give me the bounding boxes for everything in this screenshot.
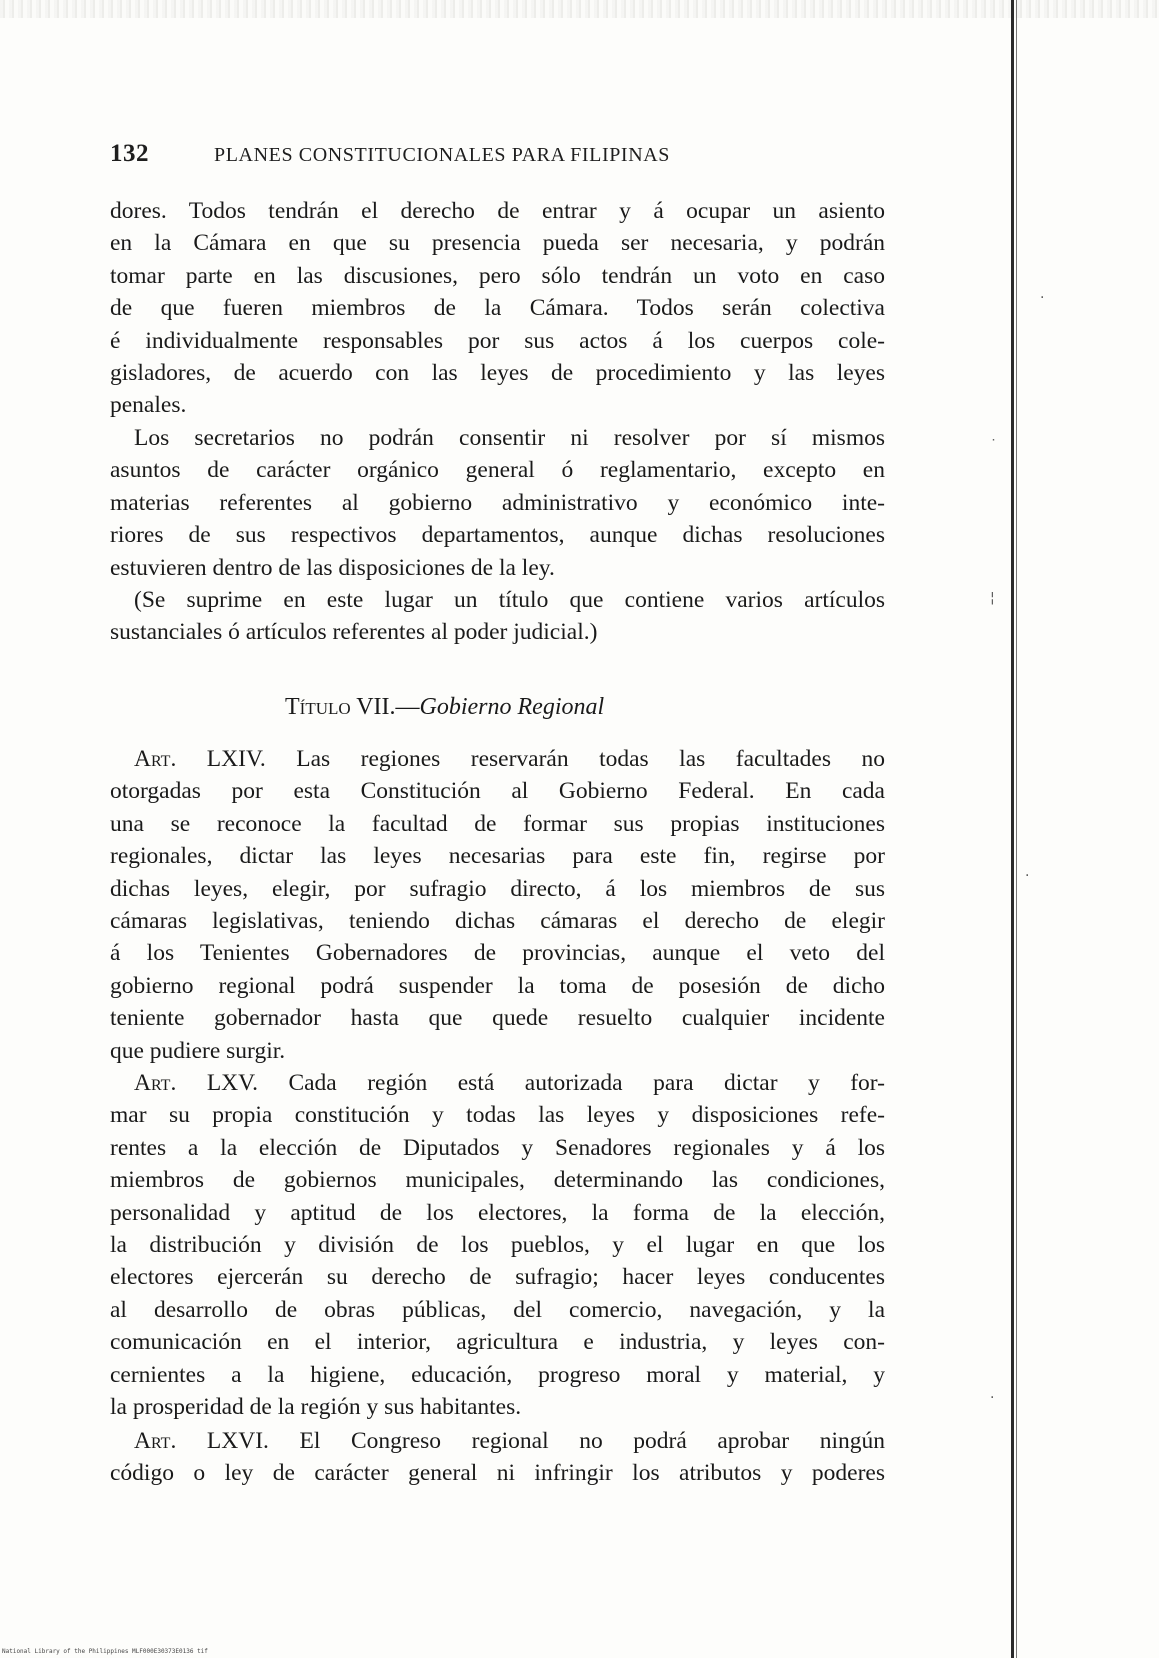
article-label: Art. LXIV. xyxy=(134,746,266,772)
text-line: riores de sus respectivos departamentos, aunque dichas resoluciones xyxy=(110,522,885,549)
margin-mark: ¦ xyxy=(990,590,995,606)
text-line: penales. xyxy=(110,392,187,419)
paragraph-secretarios xyxy=(110,422,885,584)
text-line: otorgadas por esta Constitución al Gobierno Federal. En cada xyxy=(110,778,885,805)
text-line: tomar parte en las discusiones, pero sólo tendrán un voto en caso xyxy=(110,262,885,289)
margin-mark: · xyxy=(990,1390,995,1406)
paragraph-continuation xyxy=(110,195,885,422)
text-line: de que fueren miembros de la Cámara. Todos serán colectiva xyxy=(110,295,885,322)
article-lxvi xyxy=(110,1425,885,1490)
article-lxv xyxy=(110,1067,885,1423)
paragraph-editorial-note xyxy=(110,584,885,649)
text-line: á los Tenientes Gobernadores de provincias, aunque el veto del xyxy=(110,940,885,967)
article-first-line xyxy=(110,743,885,775)
text-line: sustanciales ó artículos referentes al poder judicial.) xyxy=(110,619,598,646)
section-title-subtitle: Gobierno Regional xyxy=(419,694,605,720)
text-line: é individualmente responsables por sus actos á los cuerpos cole- xyxy=(110,327,885,354)
scan-top-edge xyxy=(0,0,1159,18)
text-line: asuntos de carácter orgánico general ó reglamentario, excepto en xyxy=(110,457,885,484)
text-line: gisladores, de acuerdo con las leyes de procedimiento y las leyes xyxy=(110,360,885,387)
text-line: mar su propia constitución y todas las leyes y disposiciones refe- xyxy=(110,1102,885,1129)
text-line: dichas leyes, elegir, por sufragio directo, á los miembros de sus xyxy=(110,875,885,902)
section-title xyxy=(285,694,604,721)
text-line: en la Cámara en que su presencia pueda ser necesaria, y podrán xyxy=(110,230,885,257)
article-label: Art. LXV. xyxy=(134,1070,258,1096)
text-line: (Se suprime en este lugar un título que contiene varios artículos xyxy=(134,587,885,613)
text-line: personalidad y aptitud de los electores, la forma de la elección, xyxy=(110,1199,885,1226)
text-line: comunicación en el interior, agricultura e industria, y leyes con- xyxy=(110,1329,885,1356)
text-line: que pudiere surgir. xyxy=(110,1037,286,1064)
text-line: al desarrollo de obras públicas, del comercio, navegación, y la xyxy=(110,1296,885,1323)
text-line: una se reconoce la facultad de formar sus propias instituciones xyxy=(110,810,885,837)
article-label: Art. LXVI. xyxy=(134,1428,269,1454)
page-number: 132 xyxy=(110,140,149,167)
margin-mark: ˙ xyxy=(990,438,997,454)
text-line: Los secretarios no podrán consentir ni resolver por sí mismos xyxy=(134,425,885,451)
binding-line-shadow xyxy=(1016,0,1017,1658)
article-lxiv xyxy=(110,743,885,1067)
margin-mark: · xyxy=(1025,868,1030,884)
text-line: código o ley de carácter general ni infringir los atributos y poderes xyxy=(110,1460,885,1487)
text-line: regionales, dictar las leyes necesarias para este fin, regirse por xyxy=(110,843,885,870)
text-line: materias referentes al gobierno administrativo y económico inte- xyxy=(110,489,885,516)
text-line: Las regiones reservarán todas las facultades no xyxy=(265,746,885,772)
running-title: PLANES CONSTITUCIONALES PARA FILIPINAS xyxy=(214,144,671,166)
text-line: cernientes a la higiene, educación, progreso moral y material, y xyxy=(110,1361,885,1388)
text-line: El Congreso regional no podrá aprobar ningún xyxy=(268,1428,885,1454)
section-title-label: Título VII.— xyxy=(285,694,420,720)
binding-line xyxy=(1011,0,1014,1658)
text-line: la prosperidad de la región y sus habitantes. xyxy=(110,1394,522,1421)
text-line: cámaras legislativas, teniendo dichas cámaras el derecho de elegir xyxy=(110,908,885,935)
text-line: miembros de gobiernos municipales, determinando las condiciones, xyxy=(110,1167,885,1194)
text-line: gobierno regional podrá suspender la toma de posesión de dicho xyxy=(110,972,885,999)
scan-footer-stamp: National Library of the Philippines MLF000E30373E0136 tif xyxy=(2,1648,208,1655)
margin-mark: · xyxy=(1040,290,1045,306)
article-first-line xyxy=(110,1067,885,1099)
article-first-line xyxy=(110,1425,885,1457)
text-line: electores ejercerán su derecho de sufragio; hacer leyes conducentes xyxy=(110,1264,885,1291)
text-line: la distribución y división de los pueblos, y el lugar en que los xyxy=(110,1232,885,1259)
text-line: dores. Todos tendrán el derecho de entrar y á ocupar un asiento xyxy=(110,198,885,224)
text-line: estuvieren dentro de las disposiciones de la ley. xyxy=(110,554,555,581)
running-header xyxy=(110,140,790,174)
text-line: Cada región está autorizada para dictar y for- xyxy=(257,1070,885,1096)
text-line: rentes a la elección de Diputados y Senadores regionales y á los xyxy=(110,1134,885,1161)
text-line: teniente gobernador hasta que quede resuelto cualquier incidente xyxy=(110,1005,885,1032)
